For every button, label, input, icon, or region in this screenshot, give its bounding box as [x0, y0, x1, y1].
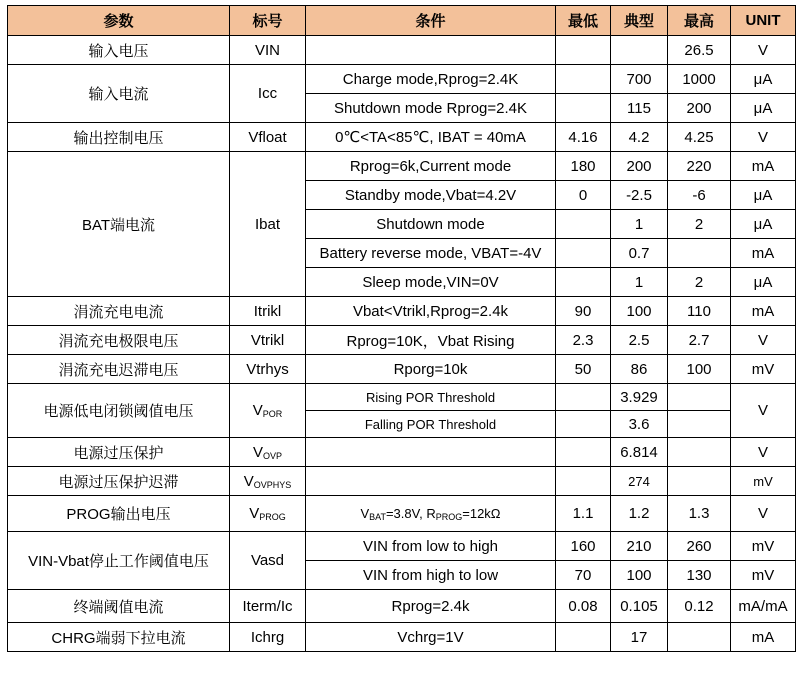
- condition-cell: Rprog=2.4k: [306, 590, 556, 623]
- symbol-cell: Vfloat: [230, 123, 306, 152]
- typ-cell: 6.814: [611, 438, 668, 467]
- max-cell: [668, 411, 731, 438]
- condition-cell: Rporg=10k: [306, 355, 556, 384]
- symbol-cell: Itrikl: [230, 297, 306, 326]
- max-cell: 130: [668, 561, 731, 590]
- min-cell: [556, 384, 611, 411]
- condition-cell: [306, 438, 556, 467]
- param-cell: 电源过压保护: [8, 438, 230, 467]
- cond-rprog-value: =12kΩ: [462, 505, 501, 521]
- min-cell: 50: [556, 355, 611, 384]
- max-cell: 2: [668, 268, 731, 297]
- unit-cell: V: [731, 36, 796, 65]
- typ-cell: 2.5: [611, 326, 668, 355]
- param-cell: VIN-Vbat停止工作阈值电压: [8, 532, 230, 590]
- symbol-cell: [230, 496, 306, 532]
- min-cell: [556, 268, 611, 297]
- condition-cell: Battery reverse mode, VBAT=-4V: [306, 239, 556, 268]
- unit-cell: V: [731, 326, 796, 355]
- header-condition: 条件: [306, 6, 556, 36]
- symbol-cell: Ibat: [230, 152, 306, 297]
- typ-cell: 3.929: [611, 384, 668, 411]
- symbol-main: V: [249, 505, 260, 522]
- max-cell: [668, 623, 731, 652]
- unit-cell: μA: [731, 210, 796, 239]
- condition-cell: Sleep mode,VIN=0V: [306, 268, 556, 297]
- max-cell: 100: [668, 355, 731, 384]
- electrical-spec-table: [7, 5, 796, 652]
- min-cell: 90: [556, 297, 611, 326]
- param-cell: 涓流充电电流: [8, 297, 230, 326]
- condition-cell: [306, 467, 556, 496]
- max-cell: 0.12: [668, 590, 731, 623]
- header-typ: 典型: [611, 6, 668, 36]
- param-cell: BAT端电流: [8, 152, 230, 297]
- condition-cell: VIN from high to low: [306, 561, 556, 590]
- table-row: [8, 355, 796, 384]
- typ-cell: -2.5: [611, 181, 668, 210]
- table-row: [8, 496, 796, 532]
- unit-cell: mA: [731, 623, 796, 652]
- symbol-cell: Iterm/Ic: [230, 590, 306, 623]
- param-cell: 电源过压保护迟滞: [8, 467, 230, 496]
- cond-vbat: V: [360, 505, 370, 521]
- table-row: [8, 152, 796, 181]
- typ-cell: 1: [611, 268, 668, 297]
- max-cell: [668, 239, 731, 268]
- typ-cell: 4.2: [611, 123, 668, 152]
- symbol-cell: Vasd: [230, 532, 306, 590]
- param-cell: PROG输出电压: [8, 496, 230, 532]
- min-cell: [556, 94, 611, 123]
- unit-cell: mA: [731, 239, 796, 268]
- unit-cell: μA: [731, 268, 796, 297]
- min-cell: [556, 623, 611, 652]
- unit-cell: V: [731, 384, 796, 438]
- param-cell: 输出控制电压: [8, 123, 230, 152]
- condition-cell: Charge mode,Rprog=2.4K: [306, 65, 556, 94]
- condition-cell: Shutdown mode Rprog=2.4K: [306, 94, 556, 123]
- table-row: [8, 36, 796, 65]
- typ-cell: 17: [611, 623, 668, 652]
- unit-cell: mA: [731, 297, 796, 326]
- param-cell: 终端阈值电流: [8, 590, 230, 623]
- min-cell: 1.1: [556, 496, 611, 532]
- unit-cell: μA: [731, 65, 796, 94]
- min-cell: [556, 65, 611, 94]
- min-cell: [556, 239, 611, 268]
- condition-cell: 0℃<TA<85℃, IBAT = 40mA: [306, 123, 556, 152]
- min-cell: 4.16: [556, 123, 611, 152]
- unit-cell: V: [731, 496, 796, 532]
- unit-cell: mV: [731, 467, 796, 496]
- min-cell: [556, 36, 611, 65]
- param-cell: 输入电压: [8, 36, 230, 65]
- typ-cell: 0.105: [611, 590, 668, 623]
- table-row: [8, 65, 796, 94]
- typ-cell: 274: [611, 467, 668, 496]
- table-row: [8, 384, 796, 411]
- max-cell: 1.3: [668, 496, 731, 532]
- symbol-main: V: [252, 402, 263, 419]
- condition-cell: Vchrg=1V: [306, 623, 556, 652]
- header-symbol: 标号: [230, 6, 306, 36]
- spec-table-container: [7, 5, 796, 652]
- min-cell: 160: [556, 532, 611, 561]
- max-cell: [668, 467, 731, 496]
- header-max: 最高: [668, 6, 731, 36]
- min-cell: [556, 411, 611, 438]
- typ-cell: 86: [611, 355, 668, 384]
- max-cell: 4.25: [668, 123, 731, 152]
- header-param: 参数: [8, 6, 230, 36]
- table-row: [8, 590, 796, 623]
- min-cell: [556, 467, 611, 496]
- unit-cell: V: [731, 438, 796, 467]
- typ-cell: 3.6: [611, 411, 668, 438]
- header-row: [8, 6, 796, 36]
- typ-cell: 700: [611, 65, 668, 94]
- condition-cell: VIN from low to high: [306, 532, 556, 561]
- symbol-sub: POR: [262, 409, 283, 419]
- min-cell: 0.08: [556, 590, 611, 623]
- table-row: [8, 326, 796, 355]
- min-cell: 0: [556, 181, 611, 210]
- max-cell: 2.7: [668, 326, 731, 355]
- max-cell: 260: [668, 532, 731, 561]
- unit-cell: mV: [731, 532, 796, 561]
- condition-cell: Rprog=10K，Vbat Rising: [306, 326, 556, 355]
- symbol-cell: Ichrg: [230, 623, 306, 652]
- typ-cell: 100: [611, 561, 668, 590]
- max-cell: 220: [668, 152, 731, 181]
- max-cell: 2: [668, 210, 731, 239]
- symbol-cell: VIN: [230, 36, 306, 65]
- max-cell: -6: [668, 181, 731, 210]
- table-row: [8, 467, 796, 496]
- table-row: [8, 623, 796, 652]
- typ-cell: 1: [611, 210, 668, 239]
- header-unit: UNIT: [731, 6, 796, 36]
- param-cell: 涓流充电迟滞电压: [8, 355, 230, 384]
- max-cell: 200: [668, 94, 731, 123]
- condition-cell: Rprog=6k,Current mode: [306, 152, 556, 181]
- unit-cell: μA: [731, 181, 796, 210]
- param-cell: CHRG端弱下拉电流: [8, 623, 230, 652]
- min-cell: 180: [556, 152, 611, 181]
- symbol-cell: [230, 467, 306, 496]
- symbol-cell: [230, 438, 306, 467]
- condition-cell: Rising POR Threshold: [306, 384, 556, 411]
- min-cell: 70: [556, 561, 611, 590]
- header-min: 最低: [556, 6, 611, 36]
- unit-cell: μA: [731, 94, 796, 123]
- max-cell: 110: [668, 297, 731, 326]
- table-row: [8, 532, 796, 561]
- typ-cell: 210: [611, 532, 668, 561]
- param-cell: 涓流充电极限电压: [8, 326, 230, 355]
- symbol-sub: OVP: [263, 450, 283, 461]
- cond-vbat-sub: BAT: [369, 511, 386, 522]
- condition-cell: Falling POR Threshold: [306, 411, 556, 438]
- symbol-cell: [230, 384, 306, 438]
- condition-cell: [306, 36, 556, 65]
- typ-cell: [611, 36, 668, 65]
- symbol-main: V: [252, 443, 263, 461]
- max-cell: [668, 438, 731, 467]
- condition-cell: Standby mode,Vbat=4.2V: [306, 181, 556, 210]
- typ-cell: 200: [611, 152, 668, 181]
- condition-cell: Shutdown mode: [306, 210, 556, 239]
- table-row: [8, 297, 796, 326]
- unit-cell: mV: [731, 355, 796, 384]
- symbol-cell: Vtrhys: [230, 355, 306, 384]
- max-cell: 26.5: [668, 36, 731, 65]
- unit-cell: mV: [731, 561, 796, 590]
- cond-rprog: =3.8V, R: [385, 505, 436, 521]
- unit-cell: mA: [731, 152, 796, 181]
- symbol-main: V: [243, 472, 254, 490]
- typ-cell: 115: [611, 94, 668, 123]
- table-row: [8, 438, 796, 467]
- param-cell: 电源低电闭锁阈值电压: [8, 384, 230, 438]
- unit-cell: V: [731, 123, 796, 152]
- symbol-cell: Vtrikl: [230, 326, 306, 355]
- table-row: [8, 123, 796, 152]
- symbol-sub: OVPHYS: [253, 479, 292, 490]
- param-cell: 输入电流: [8, 65, 230, 123]
- min-cell: 2.3: [556, 326, 611, 355]
- condition-cell: Vbat<Vtrikl,Rprog=2.4k: [306, 297, 556, 326]
- condition-cell: [306, 496, 556, 532]
- min-cell: [556, 438, 611, 467]
- cond-rprog-sub: PROG: [435, 511, 463, 522]
- symbol-cell: Icc: [230, 65, 306, 123]
- max-cell: 1000: [668, 65, 731, 94]
- unit-cell: mA/mA: [731, 590, 796, 623]
- typ-cell: 1.2: [611, 496, 668, 532]
- min-cell: [556, 210, 611, 239]
- typ-cell: 0.7: [611, 239, 668, 268]
- symbol-sub: PROG: [259, 512, 286, 522]
- typ-cell: 100: [611, 297, 668, 326]
- max-cell: [668, 384, 731, 411]
